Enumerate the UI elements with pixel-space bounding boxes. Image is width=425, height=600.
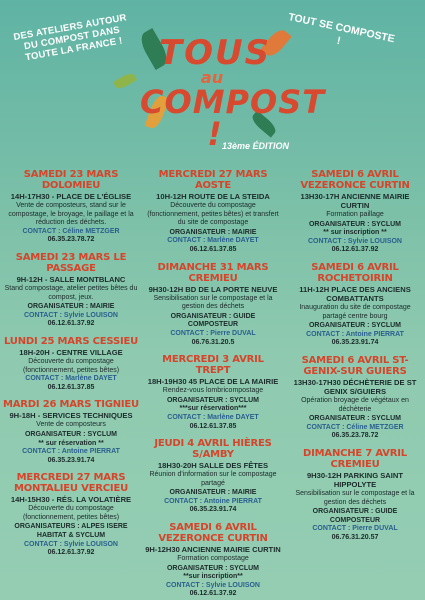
event-description: Inauguration du site de compostage partagé centre bourg xyxy=(299,303,411,320)
tagline-right: TOUT SE COMPOSTE ! xyxy=(287,11,396,48)
event-phone: 06.12.61.37.85 xyxy=(47,383,95,391)
event-description: Vente de composteurs, stand sur le compostage, le broyage, le paillage et la réduction des déchets. xyxy=(8,202,134,227)
event-date: SAMEDI 6 AVRIL VEZERONCE CURTIN xyxy=(300,169,410,191)
event-place: 11H-12H PLACE DES ANCIENS COMBATTANTS xyxy=(299,284,411,303)
event-card xyxy=(0,395,142,468)
event-contact: CONTACT : Céline METZGER xyxy=(306,423,404,431)
poster-title xyxy=(140,33,326,153)
event-card xyxy=(142,434,284,518)
event-card xyxy=(284,351,425,444)
event-card xyxy=(0,332,142,395)
event-note: ** sur inscription ** xyxy=(323,229,387,237)
event-note: **sur inscription** xyxy=(183,573,243,581)
event-place: 9H30-12H PARKING SAINT HIPPOLYTE xyxy=(306,470,404,489)
event-date: SAMEDI 6 AVRIL ST-GENIX-SUR GUIERS xyxy=(301,354,409,377)
event-description: Sensibilisation sur le compostage et la gestion des déchets xyxy=(295,489,415,506)
event-organizer: ORGANISATEUR : SYCLUM xyxy=(24,430,118,438)
event-description: Rendez-vous lombricompostage xyxy=(162,387,264,395)
event-contact: CONTACT : Antoine PIERRAT xyxy=(164,497,262,505)
event-phone: 06.12.61.37.92 xyxy=(189,590,237,598)
event-phone: 06.35.23.78.72 xyxy=(331,432,379,440)
event-place: 9H-12H30 ANCIENNE MAIRIE CURTIN xyxy=(145,545,281,555)
event-organizer: ORGANISATEUR : SYCLUM xyxy=(166,396,260,404)
event-card xyxy=(0,468,142,561)
event-card xyxy=(142,165,284,258)
event-phone: 06.12.61.37.92 xyxy=(47,320,95,328)
event-contact: CONTACT : Sylvie LOUISON xyxy=(308,237,402,245)
event-card xyxy=(142,258,284,351)
event-place: 13H30-17H30 DÉCHÈTERIE DE ST GENIX S/GUIERS xyxy=(293,377,417,396)
event-date: JEUDI 4 AVRIL HIÈRES S/AMBY xyxy=(154,438,272,461)
event-phone: 06.12.61.37.92 xyxy=(47,549,95,557)
event-date: DIMANCHE 31 MARS CREMIEU xyxy=(157,261,269,284)
event-phone: 06.76.31.20.57 xyxy=(331,533,379,541)
event-organizer: ORGANISATEUR : SYCLUM xyxy=(166,564,260,572)
event-date: MARDI 26 MARS TIGNIEU xyxy=(3,399,139,411)
event-place: 18H30-20H SALLE DES FÊTES xyxy=(157,461,269,471)
title-line-3: COMPOST ! xyxy=(140,83,326,153)
event-phone: 06.12.61.37.85 xyxy=(189,422,237,430)
event-description: Découverte du compostage (fonctionnement, petites bêtes) et transfert du site de compostage xyxy=(147,202,279,227)
event-organizer: ORGANISATEUR : GUIDE COMPOSTEUR xyxy=(170,312,256,329)
event-organizer: ORGANISATEUR : MAIRIE xyxy=(169,228,257,236)
event-organizer: ORGANISATEUR : SYCLUM xyxy=(308,415,402,423)
event-organizer: ORGANISATEUR : GUIDE COMPOSTEUR xyxy=(312,508,398,524)
event-phone: 06.35.23.91.74 xyxy=(47,456,95,464)
event-place: 18H-19H30 45 PLACE DE LA MAIRIE xyxy=(147,377,279,387)
event-date: SAMEDI 6 AVRIL VEZERONCE CURTIN xyxy=(158,522,268,545)
event-contact: CONTACT : Pierre DUVAL xyxy=(170,329,256,337)
event-card xyxy=(142,518,284,600)
event-description: Découverte du compostage (fonctionnement, petites bêtes) xyxy=(22,357,120,374)
event-description: Opération broyage de végétaux en déchèterie xyxy=(301,396,409,413)
tagline-left: DES ATELIERS AUTOUR DU COMPOST DANS TOUTE LA FRANCE ! xyxy=(12,12,128,64)
event-description: Formation compostage xyxy=(177,555,249,563)
event-place: 14H-15H30 - RÉS. LA VOLATIÈRE xyxy=(10,495,132,505)
poster-header xyxy=(0,0,425,165)
event-organizer: ORGANISATEURS : ALPES ISERE HABITAT & SYCLUM xyxy=(14,523,128,540)
event-description: Découverte du compostage (fonctionnement, petites bêtes) xyxy=(22,505,120,521)
event-card xyxy=(284,165,425,258)
event-place: 9H-18H - SERVICES TECHNIQUES xyxy=(9,411,133,421)
event-description: Formation paillage xyxy=(326,211,384,218)
event-note: ***sur réservation*** xyxy=(179,405,247,413)
event-card xyxy=(0,165,142,248)
event-contact: CONTACT : Sylvie LOUISON xyxy=(24,540,118,548)
column-3 xyxy=(284,165,425,545)
event-card xyxy=(0,248,142,332)
event-date: SAMEDI 23 MARS LE PASSAGE xyxy=(15,251,127,274)
event-date: MERCREDI 27 MARS MONTALIEU VERCIEU xyxy=(13,472,128,495)
event-place: 18H-20H - CENTRE VILLAGE xyxy=(19,347,123,357)
event-note: ** sur réservation ** xyxy=(38,439,104,447)
event-date: MERCREDI 3 AVRIL TREPT xyxy=(162,354,264,377)
event-contact: CONTACT : Antoine PIERRAT xyxy=(22,448,120,456)
event-date: LUNDI 25 MARS CESSIEU xyxy=(3,335,139,347)
event-card xyxy=(142,350,284,434)
event-date: SAMEDI 6 AVRIL ROCHETOIRIN xyxy=(311,261,399,284)
event-card xyxy=(284,258,425,351)
event-description: Réunion d'information sur le compostage partagé xyxy=(149,471,277,487)
title-line-1: TOUS xyxy=(158,33,272,73)
event-contact: CONTACT : Marlène DAYET xyxy=(167,237,259,245)
title-line-2: au xyxy=(200,68,224,87)
column-1 xyxy=(0,165,142,561)
event-phone: 06.76.31.20.5 xyxy=(191,338,235,346)
event-place: 13H30-17H ANCIENNE MAIRIE CURTIN xyxy=(300,192,410,210)
event-date: MERCREDI 27 MARS AOSTE xyxy=(158,169,268,191)
column-2 xyxy=(142,165,284,600)
event-description: Sensibilisation sur le compostage et la gestion des déchets xyxy=(153,294,273,311)
event-phone: 06.12.61.37.92 xyxy=(331,246,379,254)
event-contact: CONTACT : Céline METZGER xyxy=(22,227,120,235)
event-contact: CONTACT : Sylvie LOUISON xyxy=(24,311,118,319)
edition-label: 13ème ÉDITION xyxy=(222,141,290,151)
event-phone: 06.35.23.91.74 xyxy=(189,506,237,514)
event-place: 14H-17H30 - PLACE DE L'ÉGLISE xyxy=(10,192,132,201)
event-contact: CONTACT : Antoine PIERRAT xyxy=(306,330,404,338)
event-description: Vente de composteurs xyxy=(36,421,106,429)
event-date: SAMEDI 23 MARS DOLOMIEU xyxy=(23,169,119,191)
event-organizer: ORGANISATEUR : SYCLUM xyxy=(308,220,402,228)
event-contact: CONTACT : Pierre DUVAL xyxy=(312,525,398,533)
event-organizer: ORGANISATEUR : SYCLUM xyxy=(308,322,402,330)
event-description: Stand compostage, atelier petites bêtes du compost, jeux. xyxy=(4,284,138,301)
event-phone: 06.35.23.78.72 xyxy=(47,236,95,244)
event-card xyxy=(284,444,425,546)
event-place: 10H-12H ROUTE DE LA STEIDA xyxy=(156,192,270,201)
event-contact: CONTACT : Marlène DAYET xyxy=(167,413,259,421)
event-organizer: ORGANISATEUR : MAIRIE xyxy=(27,303,115,311)
event-place: 9H30-12H BD DE LA PORTE NEUVE xyxy=(148,284,278,294)
event-organizer: ORGANISATEUR : MAIRIE xyxy=(169,489,257,497)
event-contact: CONTACT : Marlène DAYET xyxy=(25,375,117,383)
event-phone: 06.12.61.37.85 xyxy=(189,245,237,253)
event-place: 9H-12H - SALLE MONTBLANC xyxy=(16,274,126,284)
event-phone: 06.35.23.91.74 xyxy=(331,339,379,347)
event-contact: CONTACT : Sylvie LOUISON xyxy=(166,581,260,589)
event-date: DIMANCHE 7 AVRIL CREMIEU xyxy=(303,447,407,470)
